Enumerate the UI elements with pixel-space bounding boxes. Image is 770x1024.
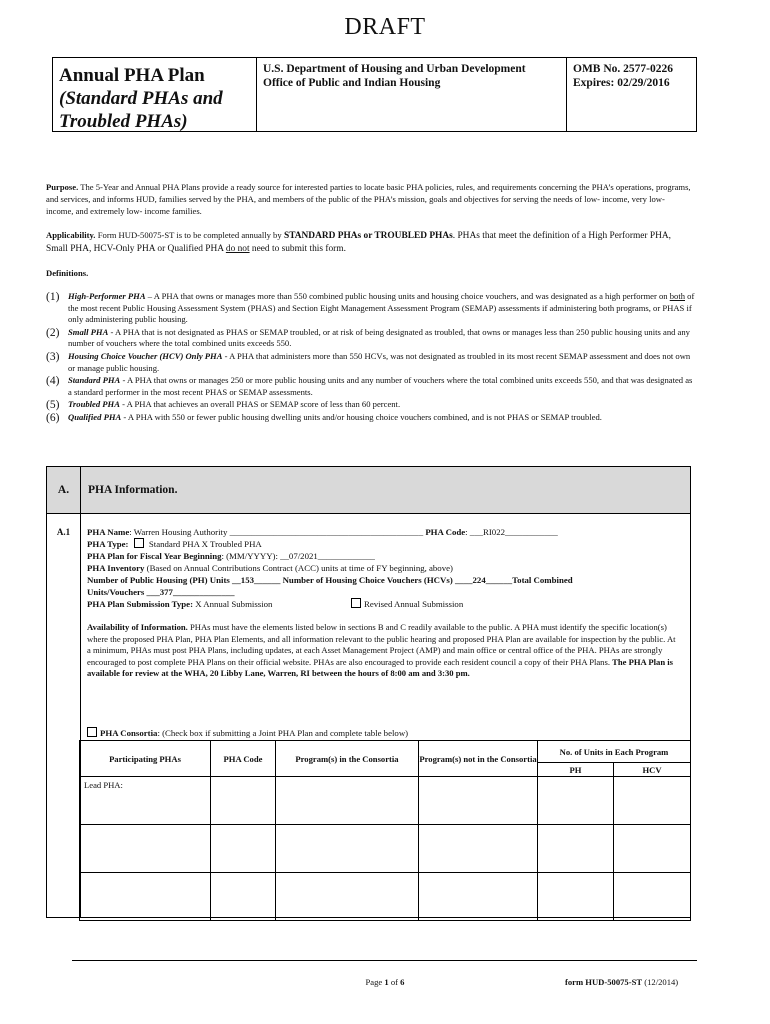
table-cell[interactable] <box>211 873 276 921</box>
definition-text-post: of the most recent Public Housing Assessment System (PHAS) and Section Eight Management Assessment Program (SEMAP) assessments if administering both programs, or PHAS if only administering public housing. <box>68 291 695 325</box>
revised-submission-option[interactable] <box>351 598 463 610</box>
definition-text: - A PHA that administers more than 550 HCVs, was not designated as troubled in its most recent SEMAP assessment and does not own or manage public housing. <box>68 350 691 373</box>
col-programs: Program(s) in the Consortia <box>276 741 419 777</box>
form-title <box>53 58 257 131</box>
form-number <box>565 977 678 987</box>
lead-pha-label: Lead PHA: <box>80 777 211 825</box>
table-cell[interactable] <box>614 873 691 921</box>
availability-paragraph <box>87 622 679 680</box>
footer-divider <box>72 960 697 961</box>
page-of: of <box>388 977 401 987</box>
definition-term: Housing Choice Voucher (HCV) Only PHA <box>68 350 223 361</box>
applicability-label: Applicability. <box>46 230 96 240</box>
office-name: Office of Public and Indian Housing <box>263 77 441 89</box>
title-line-3: Troubled PHAs) <box>59 111 188 132</box>
col-hcv: HCV <box>614 763 691 777</box>
definition-number: (5) <box>46 399 60 412</box>
table-cell[interactable] <box>276 873 419 921</box>
draft-watermark: DRAFT <box>344 14 426 40</box>
table-cell[interactable] <box>614 777 691 825</box>
units-total-line[interactable]: Units/Vouchers ___377______________ <box>87 587 235 597</box>
definition-item <box>46 291 696 326</box>
definition-text: - A PHA that owns or manages 250 or more public housing units and any number of vouchers where the total combined units exceeds 550, and that was designated as a standard performer in the most recent PHAS or SEMAP assessments. <box>68 375 693 397</box>
omb-block <box>567 58 696 131</box>
definition-item <box>46 412 696 424</box>
pha-type-value: Standard PHA X Troubled PHA <box>148 539 262 549</box>
definition-underline: both <box>669 291 685 301</box>
pha-code-label: PHA Code <box>425 527 466 537</box>
availability-text: PHAs must have the elements listed below in sections B and C readily available to the public. A PHA must identify the specific location(s) where the proposed PHA Plan, PHA Plan Elements, and all information relevant to the public hearing and proposed PHA Plan are available for inspection by the public. At a minimum, PHAs must post PHA Plans, including updates, at each Asset Management Project (AMP) and main office or central office of the PHA. PHAs are strongly encouraged to post complete PHA Plans on their official website. PHAs are also encouraged to provide each resident council a copy of their PHA Plans. <box>87 622 676 667</box>
definition-text: - A PHA that is not designated as PHAS or SEMAP troubled, or at risk of being designated as troubled, that owns or manages less than 250 public housing units and any number of vouchers where the total combined units exceeds 550. <box>68 326 690 349</box>
pha-name-label: PHA Name <box>87 527 130 537</box>
title-line-2: (Standard PHAs and <box>59 88 223 109</box>
table-cell[interactable] <box>419 873 538 921</box>
availability-label: Availability of Information. <box>87 622 188 632</box>
table-cell[interactable] <box>419 825 538 873</box>
form-header <box>52 57 697 132</box>
table-cell[interactable] <box>419 777 538 825</box>
table-row <box>80 873 691 921</box>
pha-code-field[interactable]: : ___RI022____________ <box>465 527 558 537</box>
definition-number: (1) <box>46 291 60 303</box>
inventory-text: (Based on Annual Contributions Contract (ACC) units at time of FY beginning, above) <box>144 563 453 573</box>
definition-item <box>46 327 696 350</box>
inventory-line <box>87 562 453 574</box>
definitions-list <box>46 291 696 425</box>
page-prefix: Page <box>365 977 385 987</box>
table-cell[interactable] <box>276 825 419 873</box>
omb-number: OMB No. 2577-0226 <box>573 63 673 75</box>
table-cell[interactable] <box>211 825 276 873</box>
form-id: form HUD-50075-ST <box>565 977 643 987</box>
fiscal-year-field[interactable]: : (MM/YYYY): __07/2021_____________ <box>221 551 375 561</box>
purpose-label: Purpose. <box>46 182 79 192</box>
definition-text: - A PHA with 550 or fewer public housing dwelling units and/or housing choice vouchers combined, and is not PHAS or SEMAP troubled. <box>121 412 602 423</box>
availability-location: The PHA Plan is available for review at the WHA, 20 Libby Lane, Warren, RI between the hours of 8:00 am and 3:30 pm. <box>87 656 674 679</box>
table-cell[interactable] <box>538 873 614 921</box>
inventory-label: PHA Inventory <box>87 563 145 573</box>
pha-name-line <box>87 526 558 538</box>
expiration-date: Expires: 02/29/2016 <box>573 77 670 89</box>
pha-type-line <box>87 538 262 550</box>
table-row <box>80 825 691 873</box>
col-units: No. of Units in Each Program <box>538 741 691 763</box>
table-cell[interactable] <box>80 873 211 921</box>
definition-text: – A PHA that owns or manages more than 550 combined public housing units and housing choice vouchers, and was designated as a high performer on <box>145 291 670 301</box>
consortia-checkbox[interactable] <box>87 727 97 737</box>
applicability-underline: do not <box>225 244 250 254</box>
definition-item <box>46 375 696 398</box>
definition-term: Standard PHA <box>68 375 121 386</box>
row-label-a1: A.1 <box>56 527 71 537</box>
definition-term: Troubled PHA <box>68 399 120 410</box>
revised-submission-label: Revised Annual Submission <box>364 599 464 609</box>
fiscal-year-label: PHA Plan for Fiscal Year Beginning <box>87 551 222 561</box>
form-date: (12/2014) <box>642 977 679 987</box>
col-ph: PH <box>538 763 614 777</box>
pha-type-label: PHA Type: <box>87 539 129 549</box>
agency-block <box>257 58 567 131</box>
submission-type-line <box>87 598 272 610</box>
definition-number: (6) <box>46 412 60 425</box>
department-name: U.S. Department of Housing and Urban Development <box>263 63 526 75</box>
consortia-table <box>79 740 691 921</box>
definition-number: (4) <box>46 375 60 388</box>
units-line[interactable]: Number of Public Housing (PH) Units __153______ Number of Housing Choice Vouchers (HCVs) ____224______Total Combined <box>87 575 573 585</box>
purpose-paragraph <box>46 181 691 217</box>
table-cell[interactable] <box>211 777 276 825</box>
col-pha-code: PHA Code <box>211 741 276 777</box>
title-line-1: Annual PHA Plan <box>59 65 205 86</box>
page-total: 6 <box>400 977 405 987</box>
table-cell[interactable] <box>614 825 691 873</box>
consortia-instructions: : (Check box if submitting a Joint PHA Plan and complete table below) <box>157 728 409 738</box>
table-cell[interactable] <box>538 777 614 825</box>
consortia-label: PHA Consortia <box>100 728 158 738</box>
applicability-text-2: . PHAs that meet the definition of a High Performer PHA, Small PHA, HCV-Only PHA or Qualified PHA <box>46 231 671 254</box>
applicability-bold: STANDARD PHAs or TROUBLED PHAs <box>284 231 453 241</box>
submission-type-value: X Annual Submission <box>195 599 273 609</box>
fiscal-year-line <box>87 550 375 562</box>
definition-text: - A PHA that achieves an overall PHAS or SEMAP score of less than 60 percent. <box>119 399 401 410</box>
definition-item <box>46 351 696 374</box>
definition-item <box>46 399 696 411</box>
submission-type-label: PHA Plan Submission Type: <box>87 599 194 609</box>
col-not-in: Program(s) not in the Consortia <box>419 741 538 777</box>
section-letter: A. <box>57 484 70 496</box>
table-cell[interactable] <box>276 777 419 825</box>
table-cell[interactable] <box>80 825 211 873</box>
revised-submission-checkbox[interactable] <box>351 598 361 608</box>
col-participating: Participating PHAs <box>80 741 211 777</box>
table-cell[interactable] <box>538 825 614 873</box>
page-current: 1 <box>384 977 389 987</box>
definition-term: High-Performer PHA <box>68 291 146 301</box>
pha-type-checkbox[interactable] <box>134 538 144 548</box>
definition-number: (2) <box>46 326 60 339</box>
table-row <box>80 777 691 825</box>
applicability-text-3: need to submit this form. <box>251 244 346 254</box>
applicability-paragraph <box>46 229 691 256</box>
pha-name-field[interactable]: : Warren Housing Authority ____________________________________________ <box>129 527 424 537</box>
purpose-text: The 5-Year and Annual PHA Plans provide a ready source for interested parties to locate basic PHA policies, rules, and requirements concerning the PHA’s operations, programs, and services, and informs HUD, families served by the PHA, and members of the public of the PHA’s mission, goals and objectives for serving the needs of low- income, very low- income, and extremely low- income families. <box>46 182 691 216</box>
definition-number: (3) <box>46 350 60 363</box>
definition-term: Small PHA <box>68 326 109 337</box>
definition-term: Qualified PHA <box>68 412 122 423</box>
definitions-label: Definitions. <box>46 268 89 278</box>
consortia-line <box>87 727 408 739</box>
applicability-text-1: Form HUD-50075-ST is to be completed annually by <box>97 230 282 240</box>
section-title: PHA Information. <box>88 484 178 496</box>
